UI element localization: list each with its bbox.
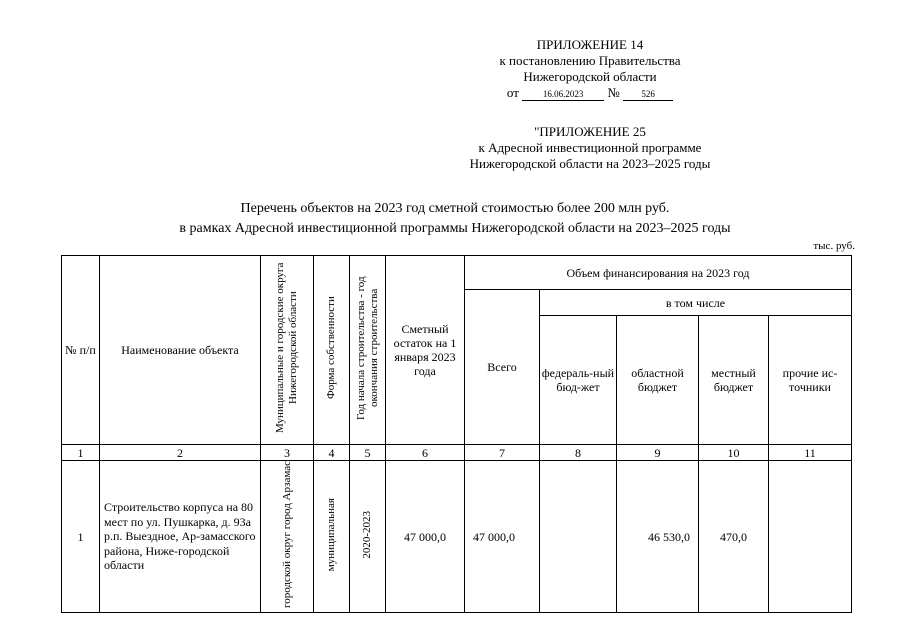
appendix-14-header xyxy=(460,37,720,101)
document-title-line1: Перечень объектов на 2023 год сметной стоимостью более 200 млн руб. xyxy=(240,201,670,216)
colnum: 4 xyxy=(314,445,350,461)
date-value: 16.06.2023 xyxy=(522,89,604,101)
objects-table xyxy=(61,255,852,613)
document-title-line2: в рамках Адресной инвестиционной программы Нижегородской области на 2023–2025 годы xyxy=(179,221,731,236)
row-name: Строительство корпуса на 80 мест по ул. Пушкарка, д. 93а р.п. Выездное, Ар-замасского района, Ниже-городской области xyxy=(100,461,261,613)
colnum: 10 xyxy=(699,445,769,461)
colnum: 3 xyxy=(261,445,314,461)
row-local: 470,0 xyxy=(699,461,769,613)
header-federal: федераль-ный бюд-жет xyxy=(540,316,617,445)
row-ownership: муниципальная xyxy=(314,461,350,613)
header-name: Наименование объекта xyxy=(100,256,261,445)
date-prefix: от xyxy=(506,85,519,100)
date-number-line xyxy=(460,85,720,101)
header-total: Всего xyxy=(465,290,540,445)
document-title xyxy=(60,199,850,239)
header-local: местный бюджет xyxy=(699,316,769,445)
appendix-25-header xyxy=(460,124,720,172)
row-balance: 47 000,0 xyxy=(386,461,465,613)
colnum: 7 xyxy=(465,445,540,461)
header-municipality: Муниципальные и городские округа Нижегородской области xyxy=(261,256,314,445)
number-value: 526 xyxy=(623,89,673,101)
row-municipality: городской округ город Арзамас xyxy=(261,461,314,613)
row-regional: 46 530,0 xyxy=(617,461,699,613)
header-including: в том числе xyxy=(540,290,852,316)
appendix-25-line2: к Адресной инвестиционной программе xyxy=(478,140,702,155)
row-years: 2020-2023 xyxy=(350,461,386,613)
appendix-25-title: "ПРИЛОЖЕНИЕ 25 xyxy=(534,124,646,139)
table-row xyxy=(62,461,852,613)
header-financing: Объем финансирования на 2023 год xyxy=(465,256,852,290)
appendix-25-line3: Нижегородской области на 2023–2025 годы xyxy=(469,156,711,171)
colnum: 5 xyxy=(350,445,386,461)
header-num: № п/п xyxy=(62,256,100,445)
region-line: Нижегородской области xyxy=(523,69,657,84)
header-years: Год начала строительства - год окончания строительства xyxy=(350,256,386,445)
colnum: 8 xyxy=(540,445,617,461)
column-numbers-row xyxy=(62,445,852,461)
header-other: прочие ис-точники xyxy=(769,316,852,445)
units-label: тыс. руб. xyxy=(813,240,855,252)
colnum: 9 xyxy=(617,445,699,461)
appendix-14-title: ПРИЛОЖЕНИЕ 14 xyxy=(536,37,644,52)
header-regional: областной бюджет xyxy=(617,316,699,445)
header-balance: Сметный остаток на 1 января 2023 года xyxy=(386,256,465,445)
colnum: 1 xyxy=(62,445,100,461)
row-federal xyxy=(540,461,617,613)
colnum: 2 xyxy=(100,445,261,461)
colnum: 11 xyxy=(769,445,852,461)
colnum: 6 xyxy=(386,445,465,461)
row-total: 47 000,0 xyxy=(465,461,540,613)
resolution-line: к постановлению Правительства xyxy=(499,53,681,68)
row-other xyxy=(769,461,852,613)
number-prefix: № xyxy=(607,85,620,100)
header-ownership: Форма собственности xyxy=(314,256,350,445)
row-num: 1 xyxy=(62,461,100,613)
